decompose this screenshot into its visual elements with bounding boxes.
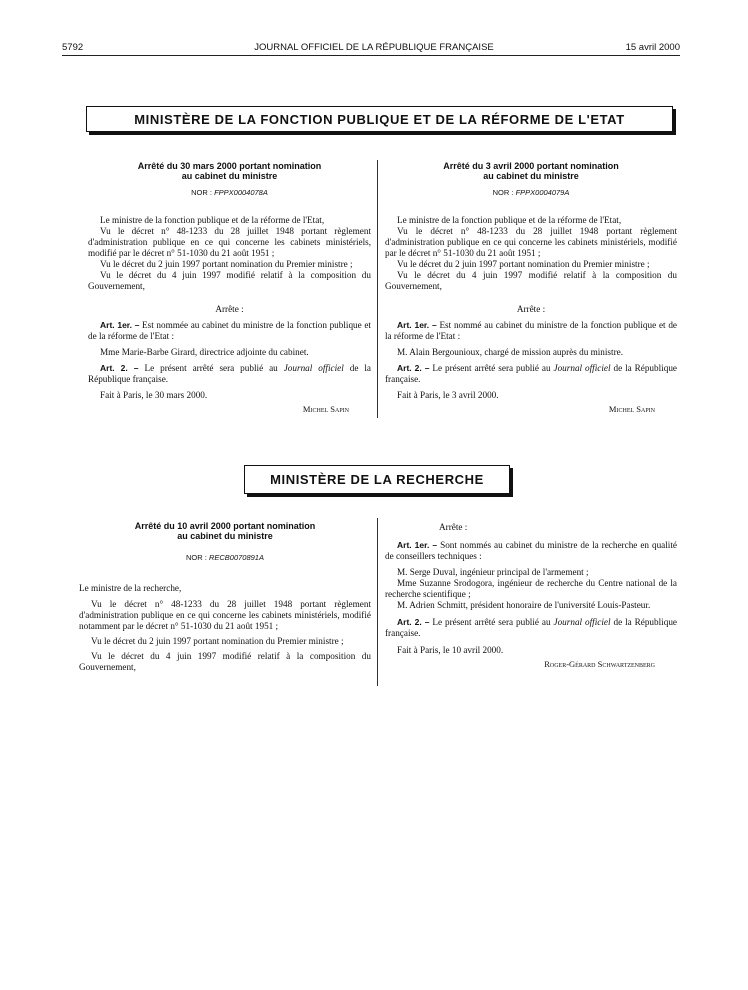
preamble-decree-gouvernement: Vu le décret du 4 juin 1997 modifié relatif à la composition du Gouvernement, (88, 270, 371, 291)
nor-reference: NOR : RECB0070891A (186, 553, 264, 562)
preamble-decree-premier-ministre: Vu le décret du 2 juin 1997 portant nomination du Premier ministre ; (91, 636, 344, 646)
fait-a-paris: Fait à Paris, le 30 mars 2000. (100, 390, 208, 400)
article-1: Art. 1er. – Sont nommés au cabinet du ministre de la recherche en qualité de conseillers techniques : (385, 540, 677, 561)
column-divider (377, 160, 378, 418)
header-rule (62, 55, 680, 56)
issue-date: 15 avril 2000 (625, 42, 680, 53)
article-1: Art. 1er. – Est nommé au cabinet du ministre de la fonction publique et de la réforme de l'Etat : (385, 320, 678, 341)
signature: Roger-Gérard Schwartzenberg (544, 659, 655, 669)
preamble-decree-premier-ministre: Vu le décret du 2 juin 1997 portant nomination du Premier ministre ; (397, 259, 650, 269)
preamble-decree-gouvernement: Vu le décret du 4 juin 1997 modifié relatif à la composition du Gouvernement, (385, 270, 677, 291)
nominee-2: Mme Suzanne Srodogora, ingénieur de recherche du Centre national de la recherche scientifique ; (385, 578, 677, 599)
ministry-title-recherche: MINISTÈRE DE LA RECHERCHE (244, 465, 510, 494)
arrete-label: Arrête : (516, 304, 546, 314)
nor-reference: NOR : FPPX0004079A (492, 188, 570, 197)
decree-left-30-mars (88, 161, 371, 415)
nominee-1: M. Serge Duval, ingénieur principal de l'armement ; (397, 567, 589, 577)
fait-a-paris: Fait à Paris, le 10 avril 2000. (397, 645, 504, 655)
signature: Michel Sapin (302, 404, 349, 414)
page-number: 5792 (62, 42, 84, 53)
preamble-decree-1948: Vu le décret n° 48-1233 du 28 juillet 1948 portant règlement d'administration publique en ce qui concerne les cabinets ministériels, modifié par le décret n° 51-1030 du 21 août 1951 ; (88, 226, 371, 258)
column-divider (377, 518, 378, 686)
decree-right-10-avril-articles (385, 522, 677, 670)
fait-a-paris: Fait à Paris, le 3 avril 2000. (397, 390, 499, 400)
decree-title: Arrêté du 3 avril 2000 portant nomination au cabinet du ministre (443, 161, 619, 181)
article-2: Art. 2. – Le présent arrêté sera publié au Journal officiel de la République française. (88, 363, 371, 384)
nominee-3: M. Adrien Schmitt, président honoraire de l'université Louis-Pasteur. (397, 600, 651, 610)
preamble-decree-premier-ministre: Vu le décret du 2 juin 1997 portant nomination du Premier ministre ; (100, 259, 353, 269)
nor-reference: NOR : FPPX0004078A (191, 188, 268, 197)
preamble-minister: Le ministre de la recherche, (79, 583, 182, 593)
nominee: Mme Marie-Barbe Girard, directrice adjointe du cabinet. (100, 347, 309, 357)
ministry-title-fonction-publique: MINISTÈRE DE LA FONCTION PUBLIQUE ET DE LA RÉFORME DE L'ETAT (86, 106, 673, 132)
signature: Michel Sapin (608, 404, 655, 414)
article-2: Art. 2. – Le présent arrêté sera publié au Journal officiel de la République française. (385, 617, 677, 638)
decree-title: Arrêté du 10 avril 2000 portant nomination au cabinet du ministre (134, 521, 316, 541)
article-1: Art. 1er. – Est nommée au cabinet du ministre de la fonction publique et de la réforme de l'Etat : (88, 320, 371, 341)
preamble-minister: Le ministre de la fonction publique et de la réforme de l'Etat, (100, 215, 325, 225)
journal-title: JOURNAL OFFICIEL DE LA RÉPUBLIQUE FRANÇAISE (254, 42, 494, 53)
preamble-decree-1948: Vu le décret n° 48-1233 du 28 juillet 1948 portant règlement d'administration publique en ce qui concerne les cabinets ministériels, modifié notamment par le décret n° 51-1030 du 21 août 1951 ; (79, 599, 371, 631)
preamble-decree-gouvernement: Vu le décret du 4 juin 1997 modifié relatif à la composition du Gouvernement, (79, 651, 371, 672)
decree-left-10-avril (79, 521, 371, 673)
decree-title: Arrêté du 30 mars 2000 portant nomination au cabinet du ministre (137, 161, 322, 181)
nominee: M. Alain Bergounioux, chargé de mission auprès du ministre. (397, 347, 623, 357)
preamble-decree-1948: Vu le décret n° 48-1233 du 28 juillet 1948 portant règlement d'administration publique en ce qui concerne les cabinets ministériels, modifié par le décret n° 51-1030 du 21 août 1951 ; (385, 226, 677, 258)
preamble-minister: Le ministre de la fonction publique et de la réforme de l'Etat, (397, 215, 622, 225)
article-2: Art. 2. – Le présent arrêté sera publié au Journal officiel de la République française. (385, 363, 677, 384)
decree-right-3-avril (385, 161, 677, 415)
arrete-label: Arrête : (439, 522, 468, 532)
arrete-label: Arrête : (215, 304, 244, 314)
